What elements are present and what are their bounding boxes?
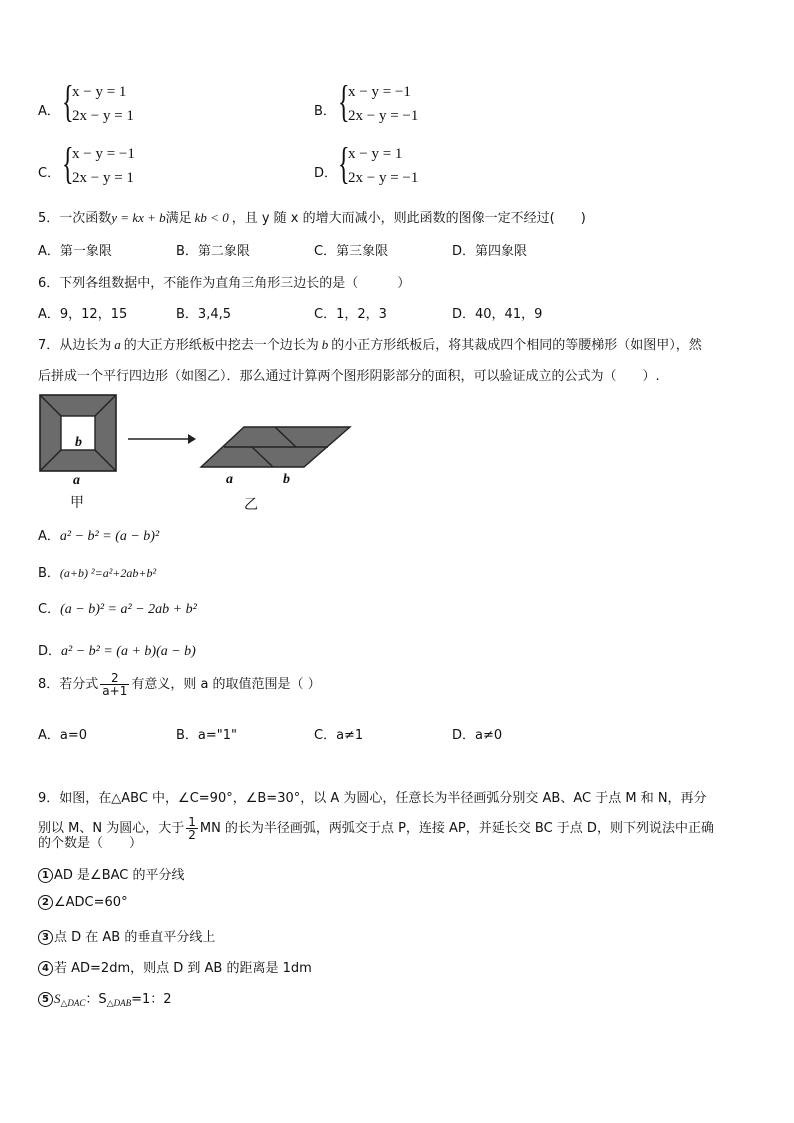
q8-option-b[interactable]: B．a="1" xyxy=(176,728,238,743)
q9-statement-1 xyxy=(38,864,184,883)
figure-yi xyxy=(198,424,354,472)
q7-var-a: a xyxy=(114,337,121,352)
q8-suffix: 有意义，则 a 的取值范围是（ ） xyxy=(131,677,321,692)
q7-stem-line1 xyxy=(38,334,702,353)
fraction-numerator: 2 xyxy=(100,672,129,685)
fraction-denominator: 2 xyxy=(188,828,196,842)
q9-stem-line3: 的个数是（ ） xyxy=(38,836,143,851)
q9-fraction xyxy=(186,816,198,841)
q6-option-c[interactable]: C．1，2，3 xyxy=(314,307,387,322)
q8-prefix: 8．若分式 xyxy=(38,677,99,692)
q6-stem: 6．下列各组数据中，不能作为直角三角形三边长的是（ ） xyxy=(38,276,411,291)
statement-text: 点 D 在 AB 的垂直平分线上 xyxy=(54,930,216,945)
circled-number: 1 xyxy=(38,868,53,883)
equation-2: 2x − y = −1 xyxy=(348,170,419,186)
equation-1: x − y = −1 xyxy=(72,146,135,162)
q7-stem-line2: 后拼成一个平行四边形（如图乙）．那么通过计算两个图形阴影部分的面积，可以验证成立的公式为（ ）. xyxy=(38,369,660,384)
q5-formula: y = kx + b xyxy=(111,210,166,225)
q7-var-b: b xyxy=(321,337,329,352)
q5-suffix: ，且 y 随 x 的增大而减小，则此函数的图像一定不经过( ) xyxy=(231,211,586,226)
option-letter: C． xyxy=(38,602,61,617)
brace-icon: { xyxy=(338,77,350,126)
q9-statement-4 xyxy=(38,957,312,976)
q8-option-c[interactable]: C．a≠1 xyxy=(314,728,364,743)
statement-text: ∠ADC=60° xyxy=(54,895,128,910)
statement-text: AD 是∠BAC 的平分线 xyxy=(54,868,185,883)
q9-statement-3 xyxy=(38,926,215,945)
circled-number: 4 xyxy=(38,961,53,976)
area-symbol: S xyxy=(54,991,61,1006)
circled-number: 5 xyxy=(38,992,53,1007)
q9-statement-2 xyxy=(38,895,128,910)
figure-yi-caption: 乙 xyxy=(244,497,258,513)
q7-text: 的小正方形纸板后，将其裁成四个相同的等腰梯形（如图甲），然 xyxy=(331,338,702,353)
option-formula: a² − b² = (a + b)(a − b) xyxy=(61,644,196,659)
equation-1: x − y = 1 xyxy=(348,146,403,162)
q5-option-b[interactable]: B．第二象限 xyxy=(176,244,250,259)
option-formula: (a+b) ²=a²+2ab+b² xyxy=(59,566,157,580)
q6-option-b[interactable]: B．3,4,5 xyxy=(176,307,231,322)
q9-text: MN 的长为半径画弧，两弧交于点 P，连接 AP，并延长交 BC 于点 D，则下列说法中正确 xyxy=(199,821,714,836)
option-formula: (a − b)² = a² − 2ab + b² xyxy=(60,602,197,617)
figure-yi-label-b: b xyxy=(283,472,290,487)
area-subscript: △DAC xyxy=(60,998,86,1008)
option-letter: B． xyxy=(38,566,60,581)
q6-option-d[interactable]: D．40，41，9 xyxy=(452,307,543,322)
q7-option-b[interactable] xyxy=(38,562,156,581)
arrow-right-icon xyxy=(128,432,198,446)
brace-icon: { xyxy=(62,139,74,188)
q5-stem xyxy=(38,207,586,226)
q9-stem-line1: 9．如图，在△ABC 中，∠C=90°，∠B=30°，以 A 为圆心，任意长为半径画弧分别交 AB、AC 于点 M 和 N，再分 xyxy=(38,791,707,806)
option-letter: A． xyxy=(38,104,60,119)
q5-prefix: 5．一次函数 xyxy=(38,211,112,226)
ratio-value: =1：2 xyxy=(131,992,172,1007)
figure-jia-label-a: a xyxy=(73,473,80,488)
ratio-separator: ：S xyxy=(85,992,107,1007)
figure-jia-caption: 甲 xyxy=(70,495,84,511)
q8-stem xyxy=(38,672,321,697)
q8-fraction xyxy=(100,672,129,697)
q9-statement-5 xyxy=(38,988,172,1009)
option-letter: D． xyxy=(38,644,62,659)
brace-icon: { xyxy=(338,139,350,188)
figure-yi-label-a: a xyxy=(226,472,233,487)
equation-2: 2x − y = 1 xyxy=(72,108,134,124)
option-letter: D． xyxy=(314,166,338,181)
q7-option-c[interactable] xyxy=(38,598,197,618)
q7-text: 的大正方形纸板中挖去一个边长为 xyxy=(123,338,319,353)
brace-icon: { xyxy=(62,77,74,126)
equation-1: x − y = 1 xyxy=(72,84,127,100)
q5-condition: kb < 0 xyxy=(194,210,229,225)
equation-1: x − y = −1 xyxy=(348,84,411,100)
option-letter: B． xyxy=(314,104,336,119)
q7-option-a[interactable] xyxy=(38,525,159,545)
equation-2: 2x − y = 1 xyxy=(72,170,134,186)
circled-number: 2 xyxy=(38,895,53,910)
option-letter: C． xyxy=(38,166,61,181)
circled-number: 3 xyxy=(38,930,53,945)
equation-2: 2x − y = −1 xyxy=(348,108,419,124)
q8-option-a[interactable]: A．a=0 xyxy=(38,728,88,743)
fraction-numerator: 1 xyxy=(188,815,196,829)
area-subscript: △DAB xyxy=(106,998,132,1008)
statement-text: 若 AD=2dm，则点 D 到 AB 的距离是 1dm xyxy=(54,961,312,976)
fraction-denominator: a+1 xyxy=(102,684,128,698)
figure-jia-label-b: b xyxy=(75,435,82,450)
q5-mid: 满足 xyxy=(165,211,192,226)
q9-text: 别以 M、N 为圆心，大于 xyxy=(38,821,185,836)
q8-option-d[interactable]: D．a≠0 xyxy=(452,728,503,743)
q5-option-a[interactable]: A．第一象限 xyxy=(38,244,112,259)
q7-text: 7．从边长为 xyxy=(38,338,112,353)
q5-option-d[interactable]: D．第四象限 xyxy=(452,244,528,259)
option-letter: A． xyxy=(38,529,60,544)
q6-option-a[interactable]: A．9，12，15 xyxy=(38,307,128,322)
option-formula: a² − b² = (a − b)² xyxy=(59,529,160,544)
q7-option-d[interactable] xyxy=(38,640,196,660)
q5-option-c[interactable]: C．第三象限 xyxy=(314,244,389,259)
